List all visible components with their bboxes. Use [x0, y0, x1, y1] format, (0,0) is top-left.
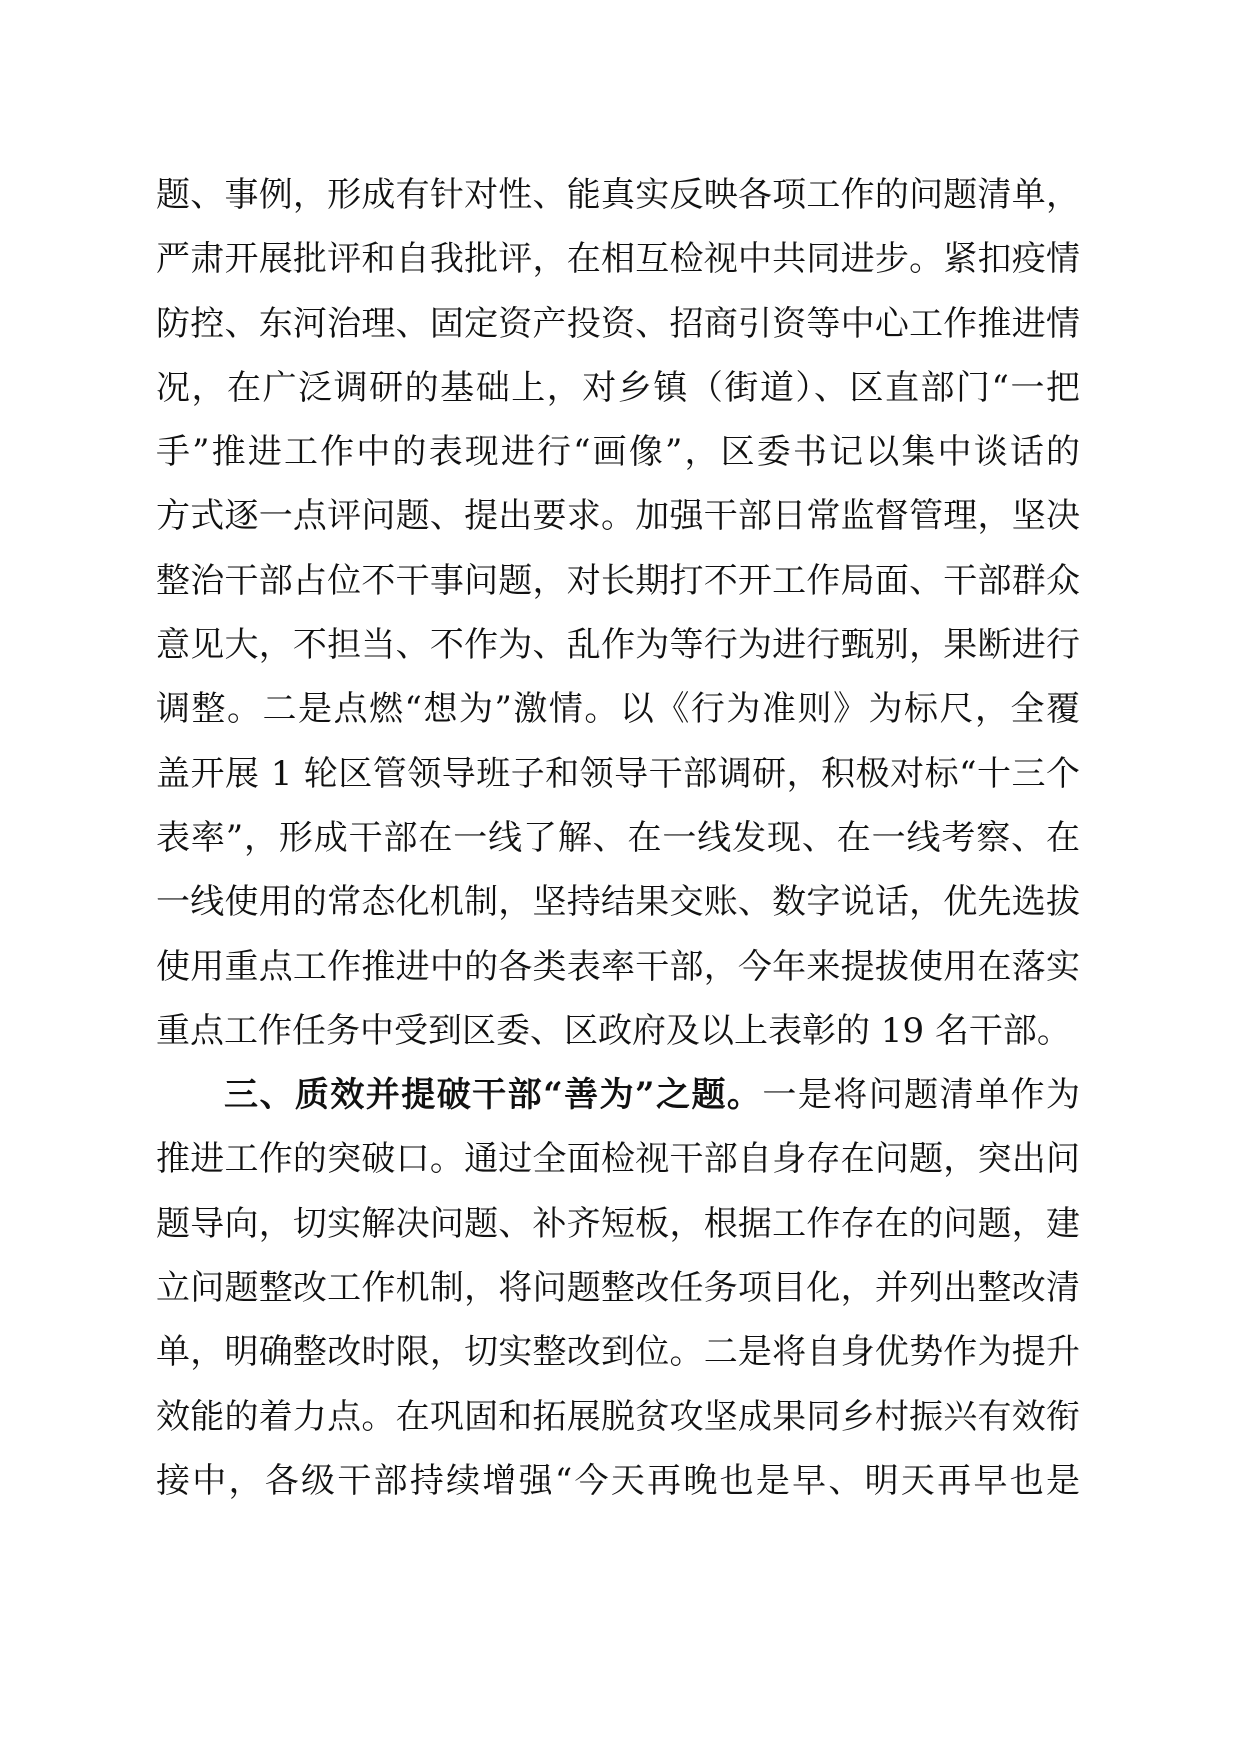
- text-line: 意见大，不担当、不作为、乱作为等行为进行甄别，果断进行: [156, 625, 1080, 666]
- paragraph-2: [156, 1063, 1080, 1513]
- text-line: 题导向，切实解决问题、补齐短板，根据工作存在的问题，建: [156, 1203, 1080, 1244]
- text-line: 表率”，形成干部在一线了解、在一线发现、在一线考察、在: [156, 817, 1080, 858]
- text-line: 调整。二是点燃“想为”激情。以《行为准则》为标尺，全覆: [156, 689, 1080, 730]
- text-line: 一线使用的常态化机制，坚持结果交账、数字说话，优先选拔: [156, 882, 1080, 923]
- text-line: 接中，各级干部持续增强“今天再晚也是早、明天再早也是: [156, 1460, 1080, 1501]
- paragraph-first-line: [156, 1063, 1080, 1127]
- text-line: 效能的着力点。在巩固和拓展脱贫攻坚成果同乡村振兴有效衔: [156, 1396, 1080, 1437]
- text-line: 手”推进工作中的表现进行“画像”，区委书记以集中谈话的: [156, 432, 1080, 473]
- text-line: 立问题整改工作机制，将问题整改任务项目化，并列出整改清: [156, 1268, 1080, 1309]
- text-line: 严肃开展批评和自我批评，在相互检视中共同进步。紧扣疫情: [156, 239, 1080, 280]
- text-line: 况，在广泛调研的基础上，对乡镇（街道）、区直部门“一把: [156, 367, 1080, 408]
- text-line: 防控、东河治理、固定资产投资、招商引资等中心工作推进情: [156, 303, 1080, 344]
- text-line: 方式逐一点评问题、提出要求。加强干部日常监督管理，坚决: [156, 496, 1080, 537]
- section-heading: 三、质效并提破干部“善为”之题。: [224, 1075, 763, 1116]
- text-line: 盖开展 1 轮区管领导班子和领导干部调研，积极对标“十三个: [156, 753, 1080, 794]
- text-line: 单，明确整改时限，切实整改到位。二是将自身优势作为提升: [156, 1332, 1080, 1373]
- heading-followup-text: 一是将问题清单作为: [762, 1075, 1080, 1116]
- text-line: 整治干部占位不干事问题，对长期打不开工作局面、干部群众: [156, 560, 1080, 601]
- text-line: 使用重点工作推进中的各类表率干部，今年来提拔使用在落实: [156, 946, 1080, 987]
- document-body: [156, 163, 1080, 1513]
- text-line: 推进工作的突破口。通过全面检视干部自身存在问题，突出问: [156, 1139, 1080, 1180]
- text-line: 题、事例，形成有针对性、能真实反映各项工作的问题清单，: [156, 175, 1080, 215]
- paragraph-1: [156, 163, 1080, 1063]
- text-line: 重点工作任务中受到区委、区政府及以上表彰的 19 名干部。: [156, 1010, 1071, 1051]
